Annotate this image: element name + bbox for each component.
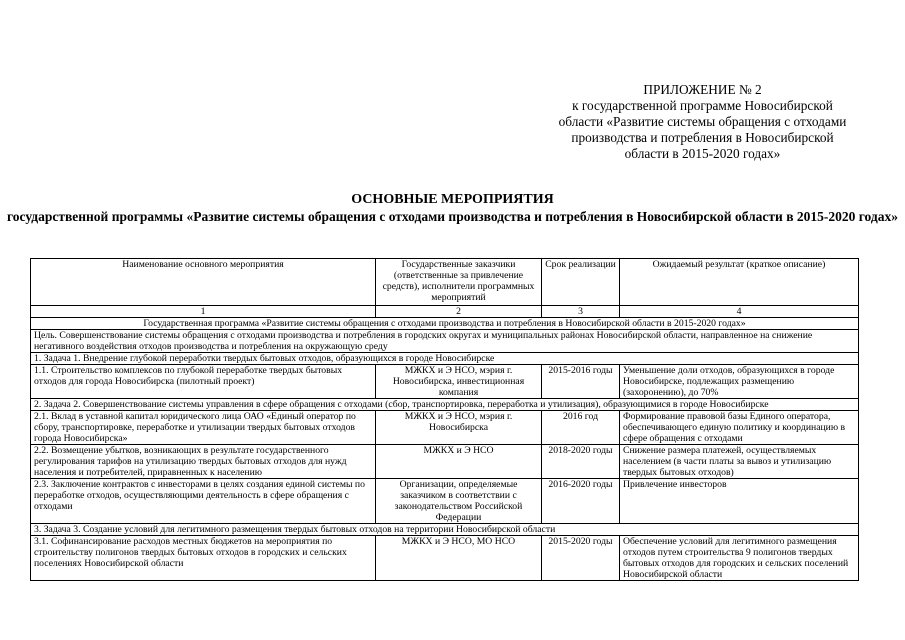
- goal-row: [31, 330, 859, 353]
- table-row: [31, 479, 859, 524]
- appendix-line: производства и потребления в Новосибирской: [571, 130, 834, 145]
- measure-result: Обеспечение условий для легитимного размещения отходов путем строительства 9 полигонов твердых бытовых отходов для городских и сельских поселений Новосибирской области: [620, 536, 859, 581]
- task-row: [31, 524, 859, 536]
- measure-name: 1.1. Строительство комплексов по глубокой переработке твердых бытовых отходов для города Новосибирска (пилотный проект): [31, 365, 376, 399]
- measure-customer: МЖКХ и Э НСО: [376, 445, 542, 479]
- measure-customer: МЖКХ и Э НСО, мэрия г. Новосибирска, инвестиционная компания: [376, 365, 542, 399]
- task-3-cell: 3. Задача 3. Создание условий для легитимного размещения твердых бытовых отходов на территории Новосибирской области: [31, 524, 859, 536]
- task-row: [31, 353, 859, 365]
- measure-name: 2.3. Заключение контрактов с инвесторами в целях создания единой системы по переработке отходов, осуществляющими деятельность в сфере обращения с отходами: [31, 479, 376, 524]
- document-subtitle: государственной программы «Развитие системы обращения с отходами производства и потребления в Новосибирской области в 2015-2020 годах»: [7, 209, 898, 224]
- appendix-header: [520, 82, 885, 162]
- header-cell-name: Наименование основного мероприятия: [31, 259, 376, 306]
- measure-term: 2016-2020 годы: [542, 479, 620, 524]
- measures-table: [30, 258, 859, 581]
- table-row: [31, 411, 859, 445]
- table-row: [31, 365, 859, 399]
- measure-term: 2016 год: [542, 411, 620, 445]
- measure-term: 2018-2020 годы: [542, 445, 620, 479]
- appendix-line: ПРИЛОЖЕНИЕ № 2: [643, 82, 762, 97]
- column-number-row: [31, 306, 859, 318]
- measure-customer: МЖКХ и Э НСО, МО НСО: [376, 536, 542, 581]
- measure-result: Привлечение инвесторов: [620, 479, 859, 524]
- task-2-cell: 2. Задача 2. Совершенствование системы управления в сфере обращения с отходами (сбор, транспортировка, переработка и утилизация), образующимися в городе Новосибирске: [31, 399, 859, 411]
- measure-customer: Организации, определяемые заказчиком в соответствии с законодательством Российской Федерации: [376, 479, 542, 524]
- appendix-line: области в 2015-2020 годах»: [624, 146, 781, 161]
- measure-name: 2.2. Возмещение убытков, возникающих в результате государственного регулирования тарифов на утилизацию твердых бытовых отходов для нужд населения и потребителей, приравненных к населению: [31, 445, 376, 479]
- measure-result: Снижение размера платежей, осуществляемых населением (в части платы за вывоз и утилизацию твердых бытовых отходов): [620, 445, 859, 479]
- program-row: [31, 318, 859, 330]
- column-number: 3: [542, 306, 620, 318]
- header-cell-term: Срок реализации: [542, 259, 620, 306]
- column-number: 4: [620, 306, 859, 318]
- header-cell-result: Ожидаемый результат (краткое описание): [620, 259, 859, 306]
- column-number: 2: [376, 306, 542, 318]
- table-row: [31, 536, 859, 581]
- document-title: ОСНОВНЫЕ МЕРОПРИЯТИЯ: [351, 192, 554, 207]
- goal-cell: Цель. Совершенствование системы обращения с отходами производства и потребления в городских округах и муниципальных районах Новосибирской области, направленное на снижение негативного воздействия отходов производства и потребления на окружающую среду: [31, 330, 859, 353]
- appendix-line: к государственной программе Новосибирской: [572, 98, 833, 113]
- measure-result: Уменьшение доли отходов, образующихся в городе Новосибирске, подлежащих размещению (захоронению), до 70%: [620, 365, 859, 399]
- task-1-cell: 1. Задача 1. Внедрение глубокой переработки твердых бытовых отходов, образующихся в городе Новосибирске: [31, 353, 859, 365]
- measure-name: 2.1. Вклад в уставной капитал юридического лица ОАО «Единый оператор по сбору, транспортировке, переработке и утилизации твердых бытовых отходов города Новосибирска»: [31, 411, 376, 445]
- column-number: 1: [31, 306, 376, 318]
- measure-term: 2015-2016 годы: [542, 365, 620, 399]
- measure-result: Формирование правовой базы Единого оператора, обеспечивающего единую политику и координацию в сфере обращения с отходами: [620, 411, 859, 445]
- appendix-line: области «Развитие системы обращения с отходами: [558, 114, 847, 129]
- measure-term: 2015-2020 годы: [542, 536, 620, 581]
- task-row: [31, 399, 859, 411]
- measure-customer: МЖКХ и Э НСО, мэрия г. Новосибирска: [376, 411, 542, 445]
- program-cell: Государственная программа «Развитие системы обращения с отходами производства и потребления в Новосибирской области в 2015-2020 годах»: [31, 318, 859, 330]
- header-cell-customer: Государственные заказчики (ответственные за привлечение средств), исполнители программных мероприятий: [376, 259, 542, 306]
- table-header-row: [31, 259, 859, 306]
- measure-name: 3.1. Софинансирование расходов местных бюджетов на мероприятия по строительству полигонов твердых бытовых отходов в городских и сельских поселениях Новосибирской области: [31, 536, 376, 581]
- table-row: [31, 445, 859, 479]
